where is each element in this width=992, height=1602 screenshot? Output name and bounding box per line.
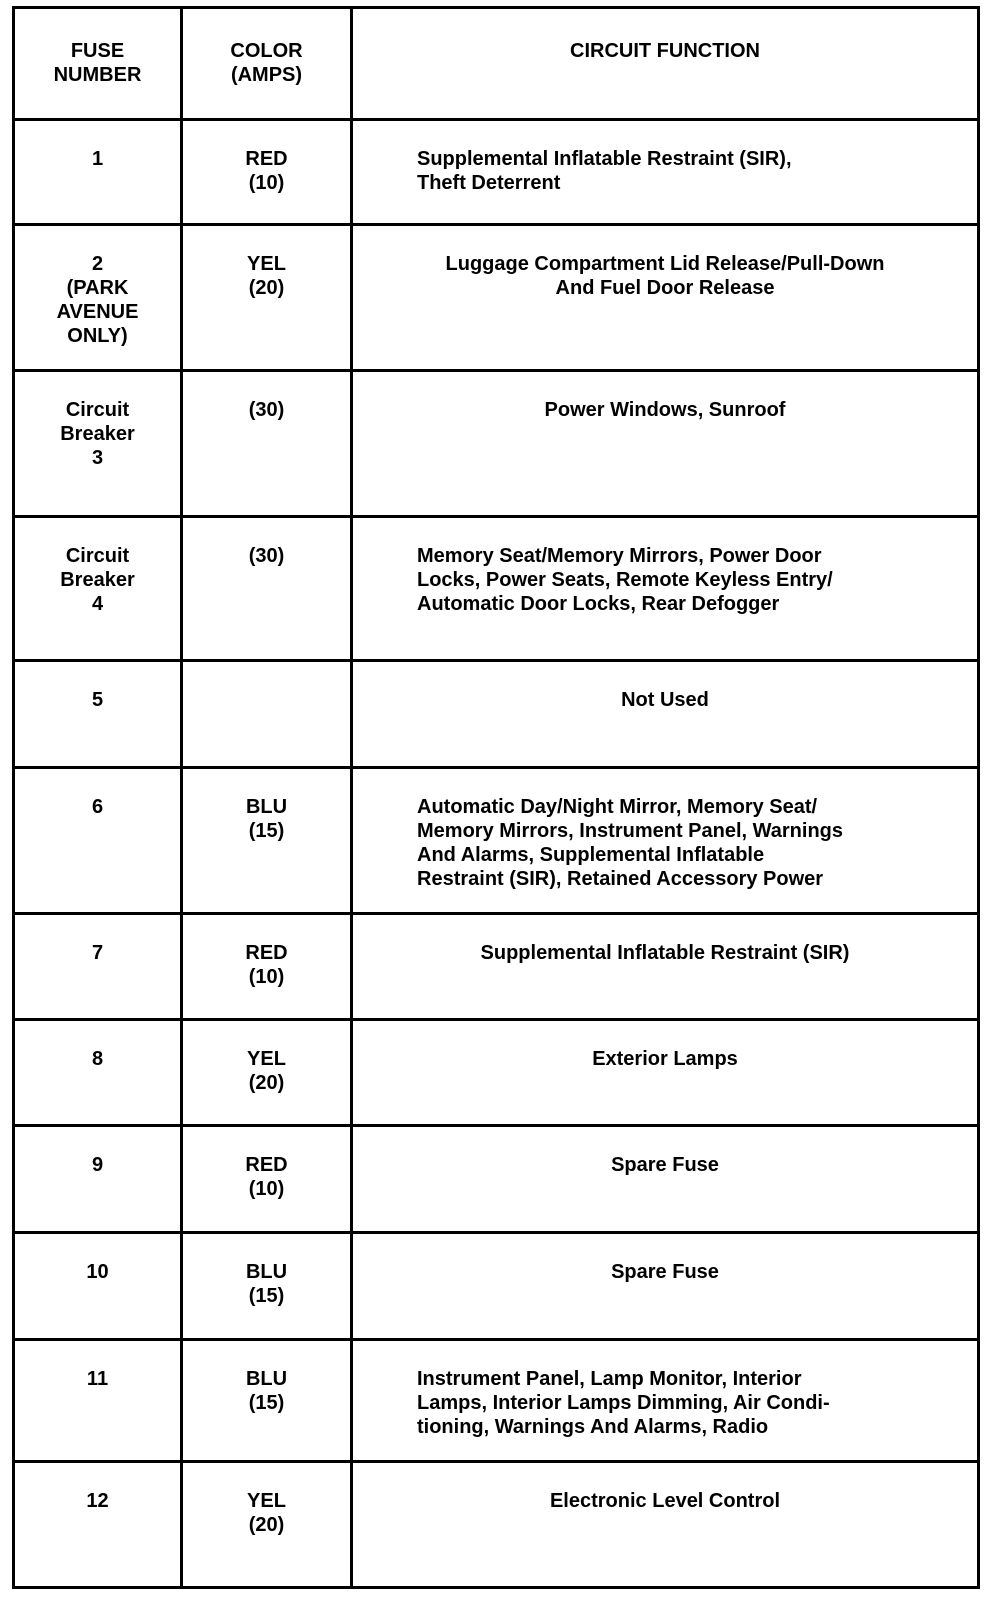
circuit-function-text: Spare Fuse <box>611 1154 719 1176</box>
color-amps-text: YEL <box>247 1048 286 1070</box>
color-amps-text: (15) <box>248 1392 285 1414</box>
fuse-number-text: 4 <box>91 593 104 615</box>
color-amps-cell <box>182 914 352 1020</box>
color-amps-text: (20) <box>248 1514 285 1536</box>
circuit-function-cell <box>352 120 979 225</box>
color-amps-text: (30) <box>248 399 285 421</box>
color-amps-cell <box>182 517 352 661</box>
color-amps-text: BLU <box>245 796 288 818</box>
fuse-number-cell <box>14 120 182 225</box>
fuse-number-cell <box>14 768 182 914</box>
circuit-function-cell <box>352 225 979 371</box>
circuit-function-cell <box>352 1020 979 1126</box>
table-row <box>14 1462 979 1588</box>
circuit-function-text: Instrument Panel, Lamp Monitor, Interior <box>417 1368 802 1390</box>
circuit-function-text: Luggage Compartment Lid Release/Pull-Down <box>445 253 885 275</box>
circuit-function-text: Supplemental Inflatable Restraint (SIR), <box>417 148 792 170</box>
circuit-function-cell <box>352 1340 979 1462</box>
fuse-number-text: 10 <box>86 1261 109 1283</box>
circuit-function-text: Electronic Level Control <box>549 1490 781 1512</box>
fuse-number-text: 7 <box>91 942 104 964</box>
color-amps-cell <box>182 1126 352 1233</box>
header-color-amps: COLOR (AMPS) <box>182 8 352 120</box>
color-amps-cell <box>182 371 352 517</box>
circuit-function-text: Memory Mirrors, Instrument Panel, Warnings <box>417 820 844 842</box>
fuse-number-cell <box>14 1126 182 1233</box>
header-fuse-number: FUSE NUMBER <box>14 8 182 120</box>
color-amps-cell <box>182 661 352 768</box>
circuit-function-cell <box>352 371 979 517</box>
color-amps-cell <box>182 1462 352 1588</box>
color-amps-text: (30) <box>248 545 285 567</box>
circuit-function-text: Exterior Lamps <box>592 1048 738 1070</box>
circuit-function-cell <box>352 914 979 1020</box>
fuse-number-text: 6 <box>91 796 104 818</box>
fuse-number-text: 8 <box>91 1048 104 1070</box>
circuit-function-cell <box>352 1233 979 1340</box>
circuit-function-cell <box>352 517 979 661</box>
fuse-number-text: 1 <box>91 148 104 170</box>
circuit-function-text: Spare Fuse <box>611 1261 719 1283</box>
circuit-function-text: Memory Seat/Memory Mirrors, Power Door <box>417 545 822 567</box>
fuse-number-text: AVENUE <box>56 301 139 323</box>
table-row <box>14 1233 979 1340</box>
fuse-number-text: (PARK <box>66 277 129 299</box>
fuse-number-text: Circuit <box>65 399 130 421</box>
fuse-number-cell <box>14 517 182 661</box>
color-amps-text: BLU <box>245 1368 288 1390</box>
circuit-function-cell <box>352 768 979 914</box>
color-amps-cell <box>182 1340 352 1462</box>
table-row <box>14 120 979 225</box>
fuse-number-cell <box>14 1340 182 1462</box>
header-circuit-function: CIRCUIT FUNCTION <box>352 8 979 120</box>
fuse-number-text: Breaker <box>60 423 135 445</box>
circuit-function-text: Lamps, Interior Lamps Dimming, Air Condi- <box>417 1392 830 1414</box>
circuit-function-text: Power Windows, Sunroof <box>544 399 786 421</box>
color-amps-cell <box>182 768 352 914</box>
color-amps-text: (20) <box>248 1072 285 1094</box>
table-row <box>14 1340 979 1462</box>
circuit-function-text: And Fuel Door Release <box>555 277 775 299</box>
table-row <box>14 371 979 517</box>
circuit-function-text: tioning, Warnings And Alarms, Radio <box>417 1416 769 1438</box>
fuse-number-cell <box>14 914 182 1020</box>
fuse-number-text: 5 <box>91 689 104 711</box>
circuit-function-text: Supplemental Inflatable Restraint (SIR) <box>480 942 850 964</box>
color-amps-text: YEL <box>247 253 286 275</box>
color-amps-cell <box>182 1233 352 1340</box>
color-amps-text: BLU <box>245 1261 288 1283</box>
circuit-function-cell <box>352 1126 979 1233</box>
color-amps-text: RED <box>245 1154 288 1176</box>
fuse-number-text: 11 <box>86 1368 109 1390</box>
color-amps-text: YEL <box>247 1490 286 1512</box>
color-amps-text: (15) <box>248 1285 285 1307</box>
header-row <box>14 8 979 120</box>
circuit-function-cell <box>352 1462 979 1588</box>
circuit-function-text: Locks, Power Seats, Remote Keyless Entry/ <box>417 569 833 591</box>
circuit-function-text: And Alarms, Supplemental Inflatable <box>417 844 765 866</box>
fuse-number-cell <box>14 1233 182 1340</box>
table-row <box>14 1020 979 1126</box>
fuse-number-cell <box>14 371 182 517</box>
fuse-number-text: 3 <box>91 447 104 469</box>
color-amps-cell <box>182 120 352 225</box>
color-amps-text: (10) <box>248 1178 285 1200</box>
circuit-function-cell <box>352 661 979 768</box>
color-amps-text: (15) <box>248 820 285 842</box>
color-amps-text: (10) <box>248 172 285 194</box>
color-amps-text: (20) <box>248 277 285 299</box>
color-amps-text: (10) <box>248 966 285 988</box>
table-row <box>14 768 979 914</box>
fuse-number-text: Breaker <box>60 569 135 591</box>
table-row <box>14 661 979 768</box>
circuit-function-text: Automatic Door Locks, Rear Defogger <box>417 593 780 615</box>
fuse-number-text: Circuit <box>65 545 130 567</box>
table-row <box>14 914 979 1020</box>
fuse-number-cell <box>14 1020 182 1126</box>
fuse-number-cell <box>14 225 182 371</box>
fuse-number-text: ONLY) <box>67 325 128 347</box>
circuit-function-text: Restraint (SIR), Retained Accessory Power <box>417 868 824 890</box>
circuit-function-text: Theft Deterrent <box>417 172 561 194</box>
fuse-table <box>12 6 980 1589</box>
color-amps-cell <box>182 1020 352 1126</box>
fuse-number-text: 2 <box>91 253 104 275</box>
table-row <box>14 517 979 661</box>
fuse-number-text: 12 <box>86 1490 109 1512</box>
circuit-function-text: Automatic Day/Night Mirror, Memory Seat/ <box>417 796 818 818</box>
table-row <box>14 1126 979 1233</box>
table-row <box>14 225 979 371</box>
fuse-number-cell <box>14 1462 182 1588</box>
color-amps-text: RED <box>245 148 288 170</box>
color-amps-text: RED <box>245 942 288 964</box>
color-amps-cell <box>182 225 352 371</box>
fuse-number-cell <box>14 661 182 768</box>
fuse-number-text: 9 <box>91 1154 104 1176</box>
circuit-function-text: Not Used <box>621 689 709 711</box>
